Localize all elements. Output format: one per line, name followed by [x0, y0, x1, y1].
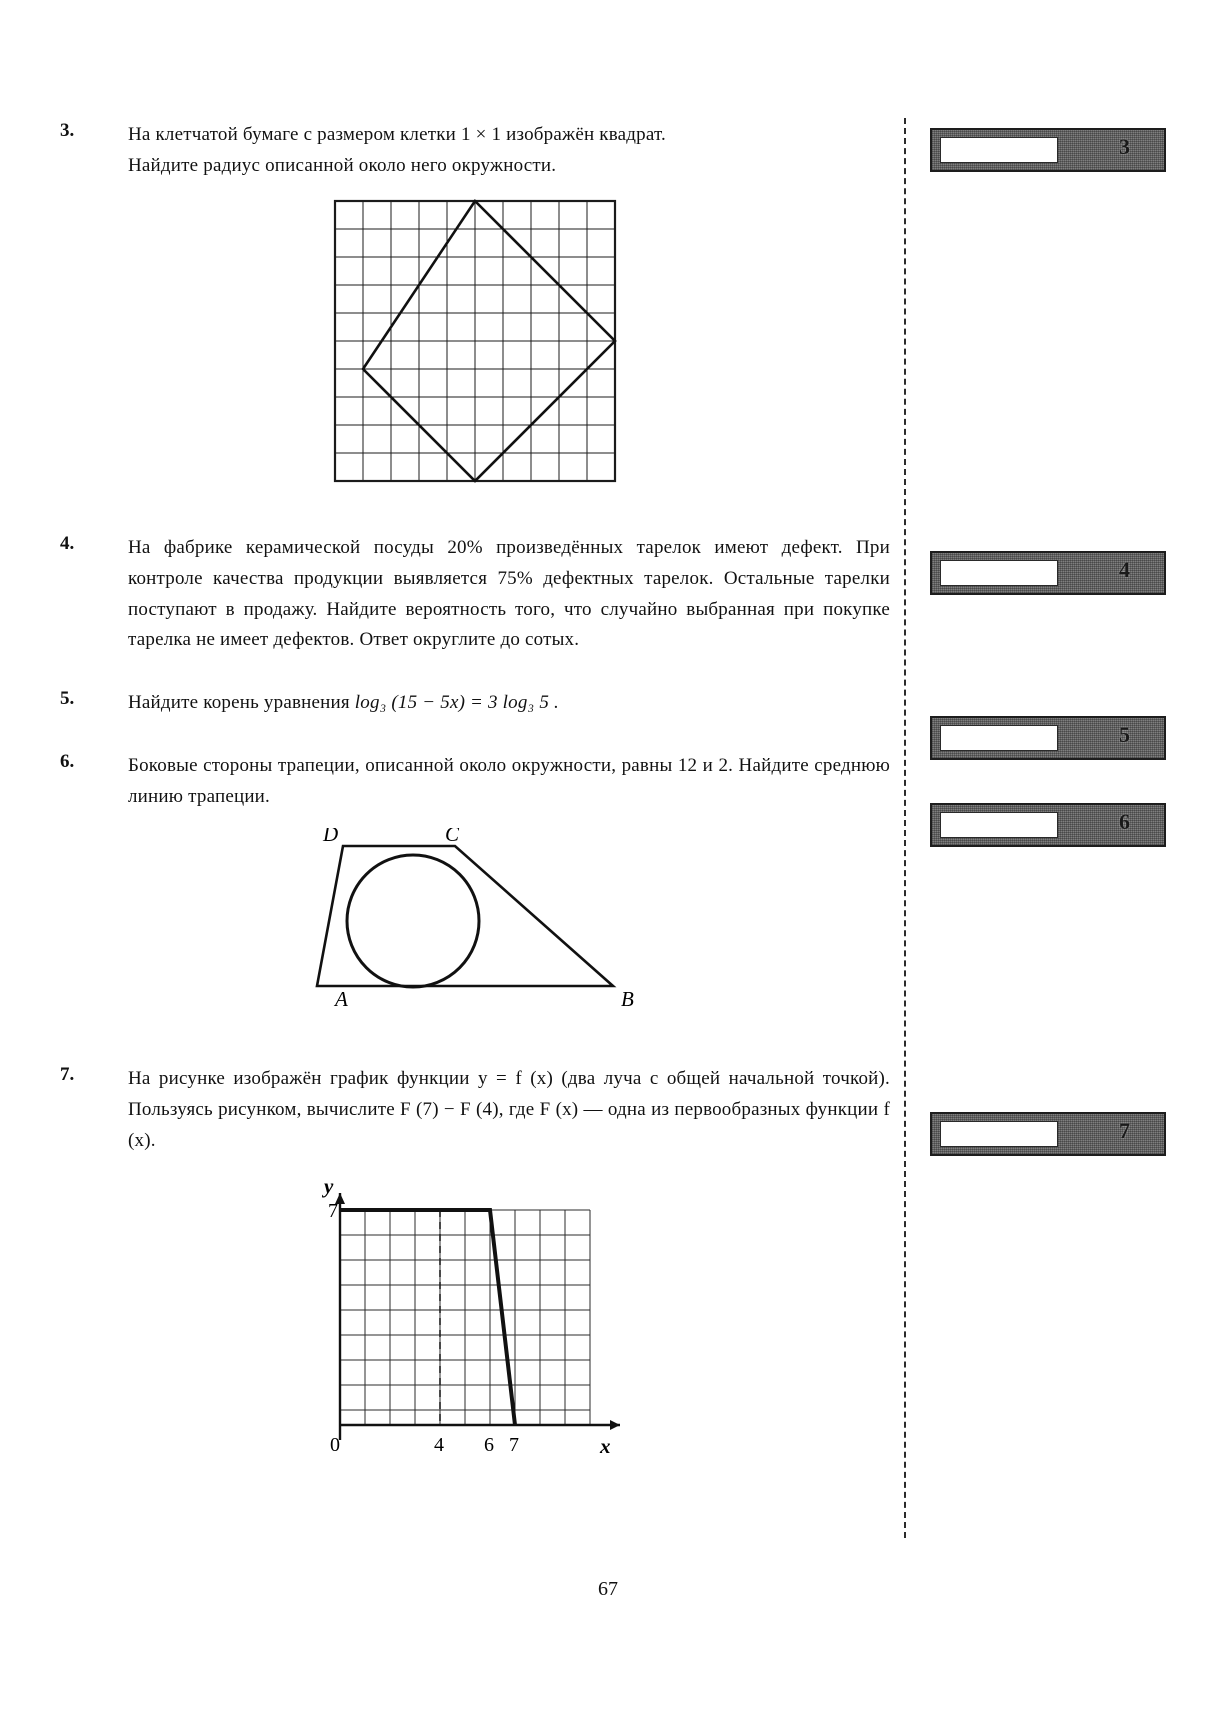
xtick-4: 4	[434, 1433, 444, 1456]
xtick-6: 6	[484, 1433, 494, 1456]
task-5-number: 5.	[60, 688, 75, 710]
label-A: A	[335, 987, 348, 1012]
answer-mark-6: 6	[1119, 809, 1130, 834]
tasks-column	[60, 120, 890, 1478]
answer-slot-7[interactable]	[930, 1112, 1166, 1156]
answer-field-4[interactable]	[940, 560, 1058, 586]
square-on-grid-svg	[325, 196, 625, 486]
answer-mark-5: 5	[1119, 722, 1130, 747]
task-3-line1: На клетчатой бумаге с размером клетки 1 × 1 изображён квадрат.	[128, 124, 667, 145]
label-B: B	[621, 987, 634, 1012]
task-4-number: 4.	[60, 533, 75, 554]
xtick-7: 7	[509, 1433, 519, 1456]
task-3	[60, 120, 890, 495]
task-3-figure	[60, 196, 890, 491]
task-3-line2: Найдите радиус описанной около него окружности.	[128, 154, 557, 176]
answer-field-3[interactable]	[940, 137, 1058, 163]
task-5	[60, 688, 890, 719]
task-3-number: 3.	[60, 120, 75, 141]
answer-field-7[interactable]	[940, 1121, 1058, 1147]
answer-field-6[interactable]	[940, 812, 1058, 838]
task-4	[60, 533, 890, 656]
task-7	[60, 1064, 890, 1469]
task-5-equation: log₃ (15 − 5x) = 3 log₃ 5 .	[354, 692, 559, 714]
task-7-figure	[60, 1175, 890, 1470]
task-7-text: На рисунке изображён график функции y = f (x) (два луча с общей начальной точкой). Пользуясь рисунком, вычислите F (7) − F (4), где F (x) — одна из первообразных функции f (x).	[128, 1068, 890, 1151]
page-number: 67	[598, 1578, 618, 1600]
origin-0: 0	[330, 1433, 340, 1456]
task-4-text: На фабрике керамической посуды 20% произведённых тарелок имеют дефект. При контроле качества продукции выявляется 75% дефектных тарелок. Остальные тарелки поступают в продажу. Найдите вероятность того, что случайно выбранная при покупке тарелка не имеет дефектов. Ответ округлите до сотых.	[128, 537, 890, 651]
task-3-text	[128, 120, 890, 182]
task-7-number: 7.	[60, 1064, 75, 1086]
answer-slot-5[interactable]	[930, 716, 1166, 760]
answer-mark-4: 4	[1119, 557, 1130, 582]
answer-field-5[interactable]	[940, 725, 1058, 751]
task-6-figure	[60, 828, 890, 1018]
task-6-text: Боковые стороны трапеции, описанной около окружности, равны 12 и 2. Найдите среднюю линию трапеции.	[128, 754, 890, 807]
answer-slot-3[interactable]	[930, 128, 1166, 172]
axis-label-y: y	[324, 1174, 334, 1198]
task-5-text: Найдите корень уравнения	[128, 692, 350, 714]
answer-slot-4[interactable]	[930, 551, 1166, 595]
trapezoid-incircle-svg	[295, 828, 655, 1013]
answer-slot-6[interactable]	[930, 803, 1166, 847]
answer-mark-3: 3	[1119, 134, 1130, 159]
column-divider	[904, 118, 906, 1538]
task-6	[60, 751, 890, 1019]
label-C: C	[445, 828, 460, 847]
axis-label-x: x	[600, 1433, 611, 1458]
label-D: D	[323, 828, 339, 847]
answer-mark-7: 7	[1119, 1118, 1130, 1143]
ytick-7: 7	[328, 1199, 338, 1222]
task-6-number: 6.	[60, 750, 75, 772]
piecewise-graph-svg	[300, 1175, 650, 1465]
